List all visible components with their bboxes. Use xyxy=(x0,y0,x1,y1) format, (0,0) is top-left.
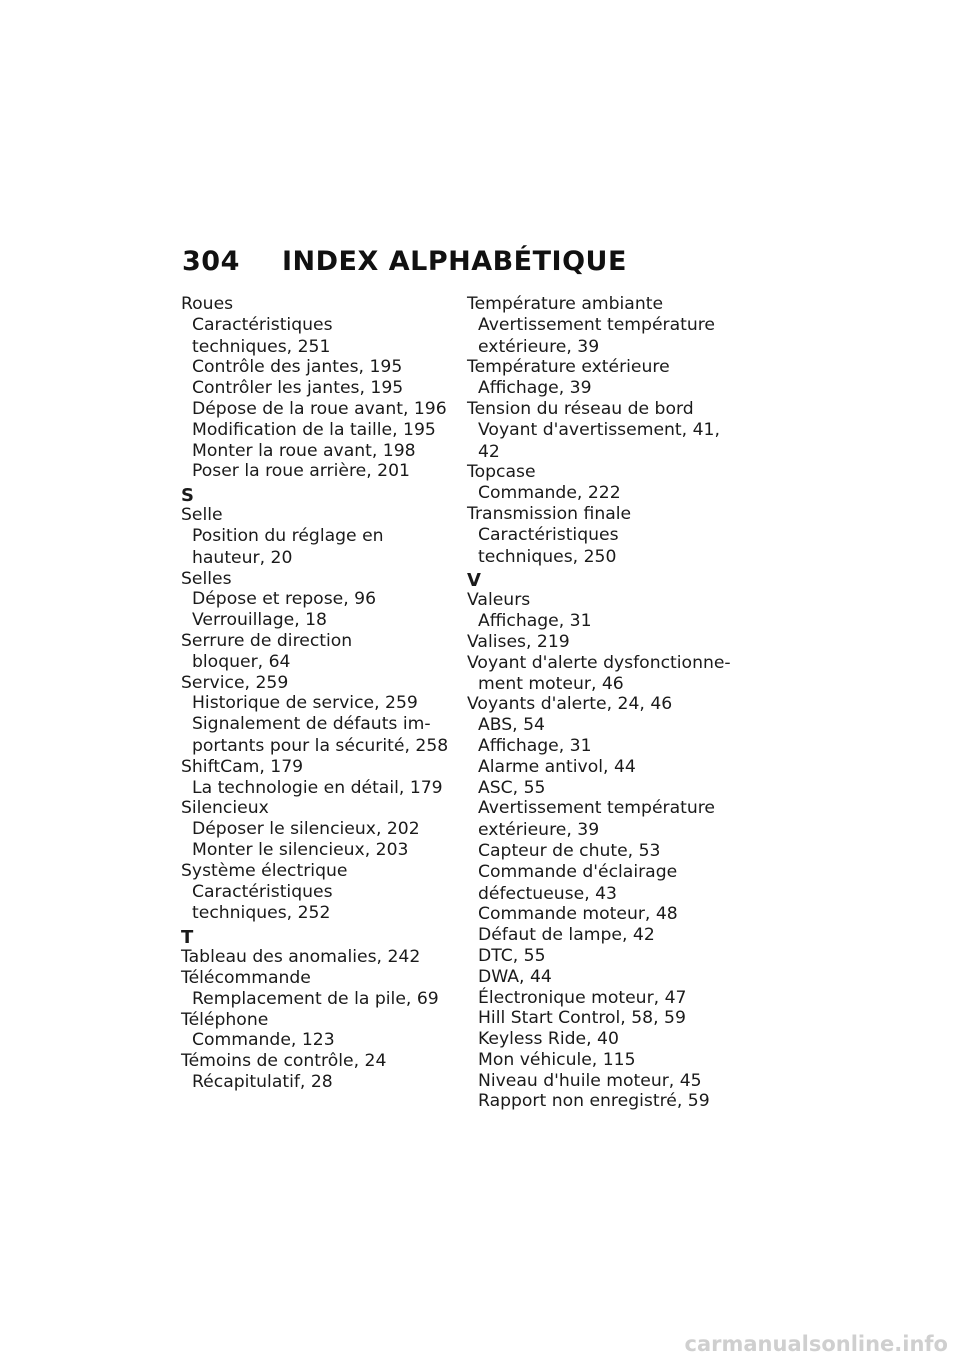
index-subentry xyxy=(181,819,461,840)
index-subentry xyxy=(467,525,747,568)
index-subentry-text: Hill Start Control, 58, 59 xyxy=(478,1008,686,1029)
index-subentry-text: Voyant d'avertissement, 41, xyxy=(478,419,720,440)
index-subentry-text: Caractéristiques xyxy=(478,524,619,545)
index-subentry-text: Commande, 123 xyxy=(192,1030,335,1051)
index-subentry-text: ABS, 54 xyxy=(478,715,545,736)
index-subentry-text: Récapitulatif, 28 xyxy=(192,1071,333,1092)
index-subentry xyxy=(181,378,461,399)
index-subentry xyxy=(181,840,461,861)
index-subentry-text: Signalement de défauts im- xyxy=(192,714,431,735)
page-title: INDEX ALPHABÉTIQUE xyxy=(282,246,627,277)
index-subentry xyxy=(181,778,461,799)
index-subentry xyxy=(467,315,747,358)
index-subentry-text: Monter la roue avant, 198 xyxy=(192,440,416,461)
index-term: Roues xyxy=(181,294,234,314)
index-letter-heading: S xyxy=(181,485,194,507)
index-letter-heading: V xyxy=(467,570,481,592)
index-subentry xyxy=(467,1029,747,1050)
index-subentry-text: Capteur de chute, 53 xyxy=(478,840,661,861)
index-subentry xyxy=(467,841,747,862)
index-subentry-continuation: portants pour la sécurité, 258 xyxy=(192,735,449,756)
index-subentry-text: Défaut de lampe, 42 xyxy=(478,925,655,946)
index-term: Température ambiante xyxy=(467,294,664,314)
index-subentry xyxy=(181,399,461,420)
index-subentry-text: ASC, 55 xyxy=(478,777,546,798)
index-letter-heading: T xyxy=(181,927,194,949)
index-subentry-text: Remplacement de la pile, 69 xyxy=(192,988,439,1009)
index-subentry-text: Mon véhicule, 115 xyxy=(478,1049,636,1070)
index-subentry-text: Caractéristiques xyxy=(192,881,333,902)
watermark: carmanualsonline.info xyxy=(684,1332,948,1356)
index-subentry xyxy=(467,378,747,399)
index-subentry-text: Affichage, 31 xyxy=(478,735,592,756)
index-subentry xyxy=(181,589,461,610)
index-subentry xyxy=(181,714,461,757)
index-subentry xyxy=(467,798,747,841)
index-subentry-text: Contrôler les jantes, 195 xyxy=(192,378,404,399)
index-term: Téléphone xyxy=(181,1009,269,1030)
index-subentry xyxy=(467,483,747,504)
index-subentry-text: Électronique moteur, 47 xyxy=(478,987,687,1008)
index-subentry xyxy=(467,967,747,988)
index-subentry xyxy=(181,357,461,378)
index-subentry xyxy=(181,420,461,441)
index-subentry xyxy=(181,989,461,1010)
index-subentry xyxy=(467,1050,747,1071)
index-subentry xyxy=(181,315,461,358)
index-subentry-continuation: extérieure, 39 xyxy=(478,336,600,357)
index-subentry-text: Modification de la taille, 195 xyxy=(192,419,436,440)
index-subentry xyxy=(467,420,747,463)
index-subentry-text: Commande d'éclairage xyxy=(478,861,678,882)
index-subentry xyxy=(467,715,747,736)
index-subentry-continuation: défectueuse, 43 xyxy=(478,883,617,904)
index-subentry xyxy=(467,611,747,632)
index-subentry-text: Alarme antivol, 44 xyxy=(478,756,636,777)
index-subentry xyxy=(467,925,747,946)
index-subentry-text: Affichage, 31 xyxy=(478,611,592,632)
index-subentry xyxy=(181,693,461,714)
index-subentry xyxy=(467,988,747,1009)
index-subentry xyxy=(181,441,461,462)
index-subentry xyxy=(181,882,461,925)
index-subentry-text: La technologie en détail, 179 xyxy=(192,777,443,798)
index-subentry xyxy=(467,904,747,925)
index-subentry-continuation: techniques, 252 xyxy=(192,903,331,924)
index-term: Valises, 219 xyxy=(467,631,570,652)
index-term: Système électrique xyxy=(181,860,348,881)
index-term: Tableau des anomalies, 242 xyxy=(181,947,421,968)
index-subentry xyxy=(181,1072,461,1093)
index-term: Température extérieure xyxy=(467,357,670,378)
index-subentry xyxy=(181,461,461,482)
index-subentry-text: DWA, 44 xyxy=(478,966,552,987)
index-subentry xyxy=(467,862,747,905)
index-subentry-text: Avertissement température xyxy=(478,798,716,819)
index-term: Télécommande xyxy=(181,967,311,988)
index-subentry xyxy=(467,757,747,778)
index-subentry-text: Dépose de la roue avant, 196 xyxy=(192,398,447,419)
index-subentry-text: DTC, 55 xyxy=(478,945,546,966)
index-subentry-continuation: techniques, 251 xyxy=(192,336,331,357)
index-subentry-text: Affichage, 39 xyxy=(478,378,592,399)
index-subentry-text: Position du réglage en xyxy=(192,525,384,546)
index-subentry xyxy=(467,1091,747,1112)
index-term: Transmission finale xyxy=(467,503,632,524)
index-subentry-text: Poser la roue arrière, 201 xyxy=(192,461,410,482)
index-subentry-continuation: hauteur, 20 xyxy=(192,547,293,568)
page-number: 304 xyxy=(182,246,240,277)
index-subentry-text: Historique de service, 259 xyxy=(192,693,418,714)
index-subentry xyxy=(181,610,461,631)
page-header xyxy=(182,246,627,277)
index-subentry-text: Verrouillage, 18 xyxy=(192,610,327,631)
index-subentry xyxy=(181,652,461,673)
index-subentry-text: Caractéristiques xyxy=(192,314,333,335)
index-term: Voyant d'alerte dysfonctionne- xyxy=(467,652,731,673)
index-term: Service, 259 xyxy=(181,672,289,693)
index-subentry xyxy=(467,778,747,799)
index-term: Topcase xyxy=(467,462,536,483)
index-term: ShiftCam, 179 xyxy=(181,756,304,777)
index-term: Selles xyxy=(181,568,232,589)
index-subentry-text: Déposer le silencieux, 202 xyxy=(192,819,420,840)
index-term: Voyants d'alerte, 24, 46 xyxy=(467,694,673,715)
index-subentry-text: ment moteur, 46 xyxy=(478,673,624,694)
index-column-left xyxy=(181,294,461,1093)
index-column-right xyxy=(467,294,747,1112)
index-subentry xyxy=(181,1030,461,1051)
index-subentry-text: Commande, 222 xyxy=(478,483,621,504)
index-subentry xyxy=(467,674,747,695)
index-subentry-continuation: extérieure, 39 xyxy=(478,820,600,841)
index-subentry-text: Dépose et repose, 96 xyxy=(192,589,377,610)
index-subentry-text: Niveau d'huile moteur, 45 xyxy=(478,1070,702,1091)
index-subentry-text: Contrôle des jantes, 195 xyxy=(192,357,403,378)
index-term: Serrure de direction xyxy=(181,630,353,651)
index-subentry-text: Commande moteur, 48 xyxy=(478,904,678,925)
index-subentry-continuation: techniques, 250 xyxy=(478,546,617,567)
index-subentry xyxy=(467,1008,747,1029)
index-term: Tension du réseau de bord xyxy=(467,398,694,419)
index-term: Silencieux xyxy=(181,798,269,819)
index-subentry-text: Keyless Ride, 40 xyxy=(478,1029,619,1050)
index-term: Témoins de contrôle, 24 xyxy=(181,1051,387,1072)
index-subentry xyxy=(467,1071,747,1092)
index-subentry-text: Rapport non enregistré, 59 xyxy=(478,1091,710,1112)
index-subentry-continuation: 42 xyxy=(478,441,500,462)
index-subentry xyxy=(467,946,747,967)
index-subentry-text: Monter le silencieux, 203 xyxy=(192,839,409,860)
index-subentry xyxy=(181,526,461,569)
index-subentry-text: Avertissement température xyxy=(478,314,716,335)
index-subentry xyxy=(467,736,747,757)
index-subentry-text: bloquer, 64 xyxy=(192,651,291,672)
index-term: Valeurs xyxy=(467,590,531,611)
index-term: Selle xyxy=(181,505,223,526)
